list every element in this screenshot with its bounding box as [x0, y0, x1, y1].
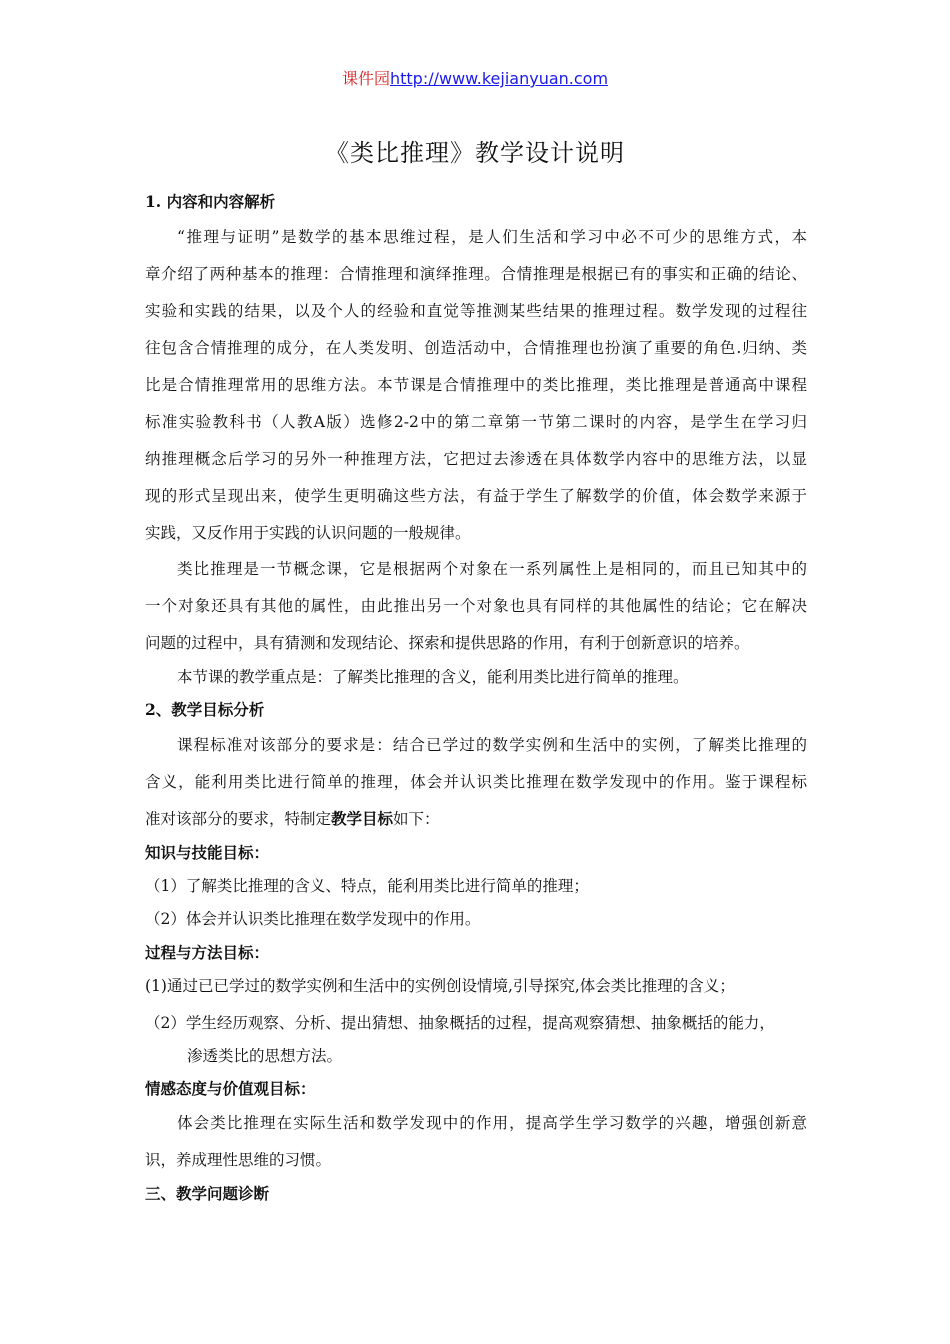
knowledge-skills-heading: 知识与技能目标： [145, 843, 270, 862]
paragraph-1-line: “推理与证明”是数学的基本思维过程，是人们生活和学习中必不可少的思维方式，本 [177, 228, 807, 246]
paragraph-1-line: 比是合情推理常用的思维方法。本节课是合情推理中的类比推理，类比推理是普通高中课程 [145, 376, 807, 394]
teaching-goals-emphasis: 教学目标 [331, 809, 394, 828]
paragraph-4-line [145, 807, 440, 829]
paragraph-1-line: 往包含合情推理的成分，在人类发明、创造活动中，合情推理也扮演了重要的角色.归纳、类 [145, 339, 807, 357]
process-item: （2）学生经历观察、分析、提出猜想、抽象概括的过程，提高观察猜想、抽象概括的能力， [145, 1014, 775, 1032]
process-item-continuation: 渗透类比的思想方法。 [187, 1047, 343, 1065]
document-title: 《类比推理》教学设计说明 [325, 139, 625, 167]
section-2-heading: 2、教学目标分析 [145, 700, 265, 719]
section-3-heading: 三、教学问题诊断 [145, 1184, 270, 1203]
process-methods-heading: 过程与方法目标： [145, 943, 270, 962]
paragraph-5-line: 体会类比推理在实际生活和数学发现中的作用，提高学生学习数学的兴趣，增强创新意 [177, 1114, 807, 1132]
site-url-link[interactable]: http://www.kejianyuan.com [389, 69, 609, 88]
process-item: (1)通过已已学过的数学实例和生活中的实例创设情境,引导探究,体会类比推理的含义； [145, 977, 735, 995]
paragraph-4-suffix: 如下： [393, 810, 440, 828]
paragraph-4-line: 含义，能利用类比进行简单的推理，体会并认识类比推理在数学发现中的作用。鉴于课程标 [145, 773, 807, 791]
paragraph-2-line: 一个对象还具有其他的属性，由此推出另一个对象也具有同样的其他属性的结论；它在解决 [145, 597, 807, 615]
paragraph-1-line: 实践，又反作用于实践的认识问题的一般规律。 [145, 524, 471, 542]
paragraph-1-line: 标准实验教科书（人教A版）选修2-2中的第二章第一节第二课时的内容，是学生在学习归 [145, 413, 807, 431]
section-1-heading: 1. 内容和内容解析 [145, 192, 276, 211]
paragraph-1-line: 纳推理概念后学习的另外一种推理方法，它把过去渗透在具体数学内容中的思维方法，以显 [145, 450, 807, 468]
paragraph-1-line: 实验和实践的结果，以及个人的经验和直觉等推测某些结果的推理过程。数学发现的过程往 [145, 302, 807, 320]
knowledge-item: （1）了解类比推理的含义、特点，能利用类比进行简单的推理； [145, 877, 589, 895]
page-header [0, 66, 950, 89]
attitude-values-heading: 情感态度与价值观目标： [145, 1079, 316, 1098]
paragraph-1-line: 章介绍了两种基本的推理：合情推理和演绎推理。合情推理是根据已有的事实和正确的结论、 [145, 265, 807, 283]
knowledge-item: （2）体会并认识类比推理在数学发现中的作用。 [145, 910, 481, 928]
paragraph-5-line: 识，养成理性思维的习惯。 [145, 1151, 332, 1169]
paragraph-4-line: 课程标准对该部分的要求是：结合已学过的数学实例和生活中的实例，了解类比推理的 [177, 736, 807, 754]
paragraph-2-line: 类比推理是一节概念课，它是根据两个对象在一系列属性上是相同的，而且已知其中的 [177, 560, 807, 578]
teaching-focus: 本节课的教学重点是：了解类比推理的含义，能利用类比进行简单的推理。 [177, 668, 689, 686]
paragraph-1-line: 现的形式呈现出来，使学生更明确这些方法，有益于学生了解数学的价值，体会数学来源于 [145, 487, 807, 505]
site-brand: 课件园 [341, 69, 390, 88]
paragraph-4-prefix: 准对该部分的要求，特制定 [145, 810, 332, 828]
paragraph-2-line: 问题的过程中，具有猜测和发现结论、探索和提供思路的作用，有利于创新意识的培养。 [145, 634, 750, 652]
